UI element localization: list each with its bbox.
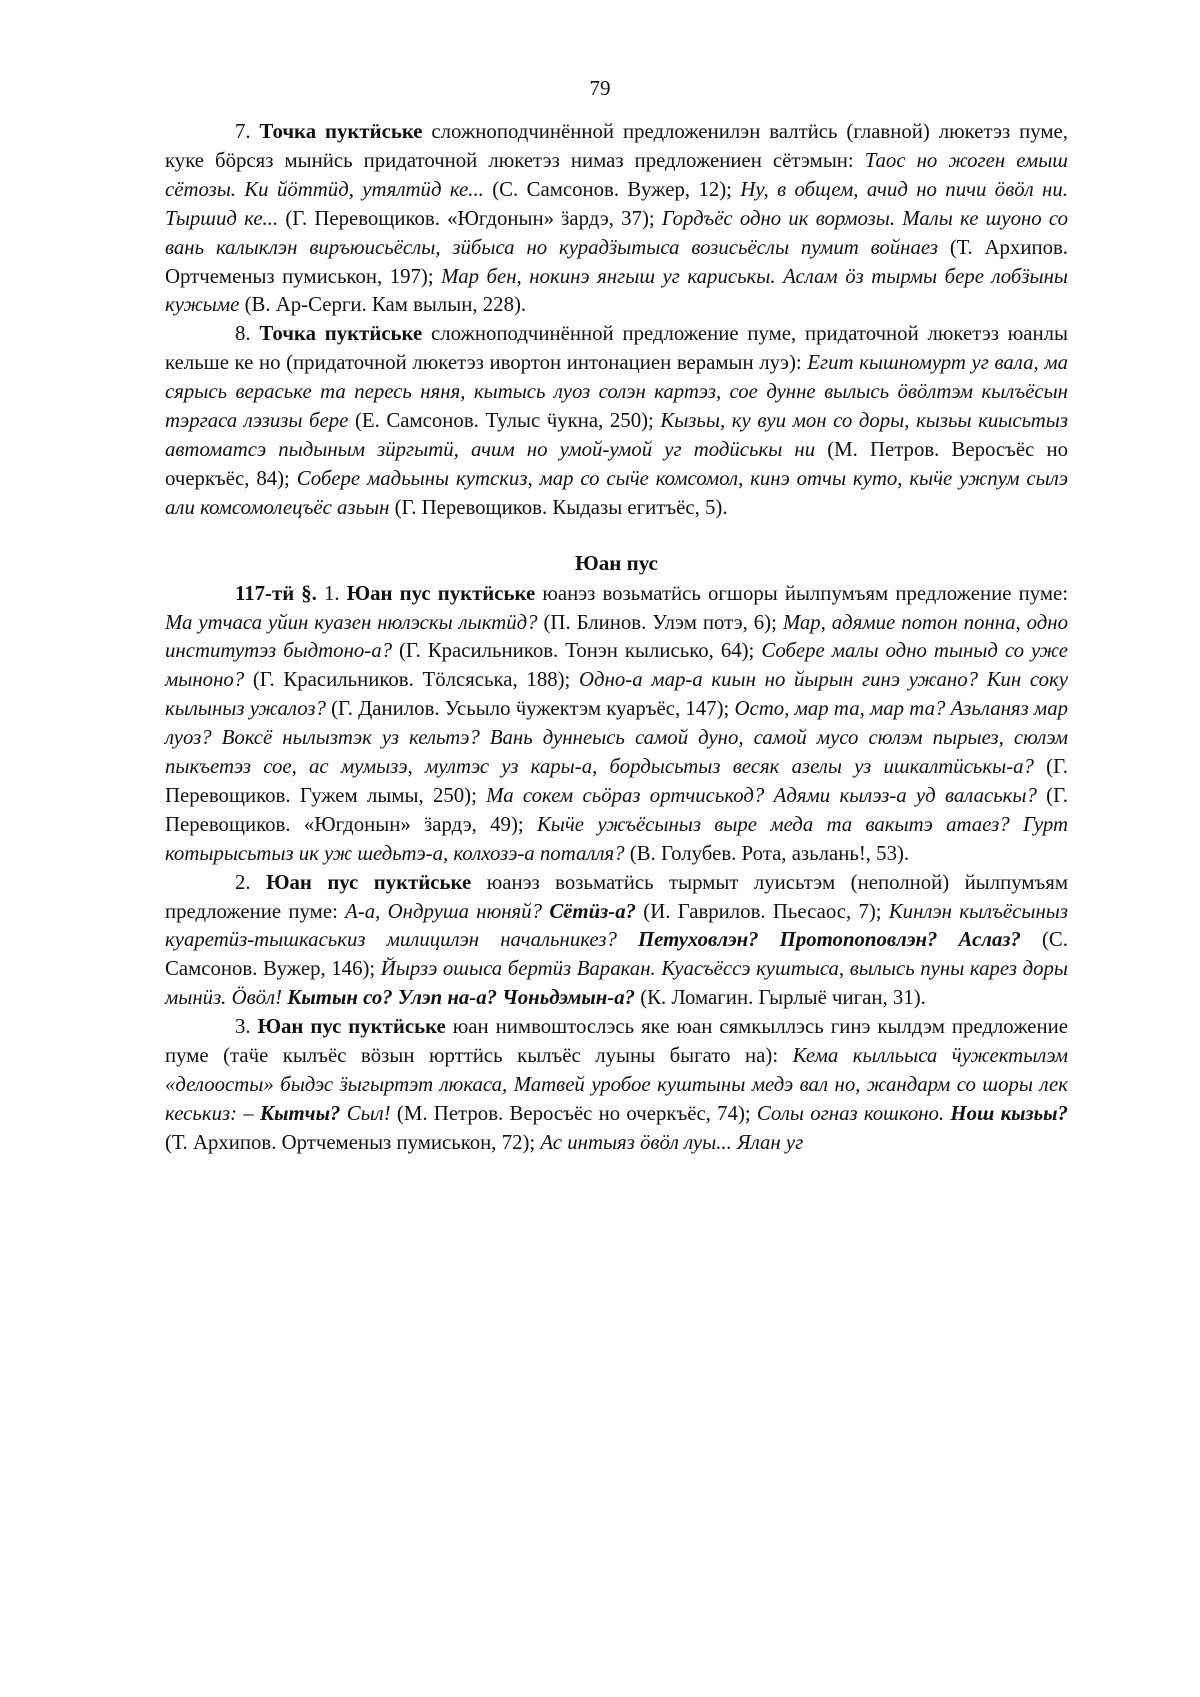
text-run: 117-тӥ §.: [235, 581, 324, 605]
text-run: (Е. Самсонов. Тулыс ӵукна, 250);: [348, 409, 661, 433]
text-run: (К. Ломагин. Гырлыё чиган, 31).: [635, 986, 926, 1010]
text-run: юан нимвоштослэсь яке юан сямкыллэсь гинэ кылдэм предложение пуме (таӵе кылъёс вöзын юрттӥсь кылъёс луыны быгато на):: [165, 1015, 1069, 1068]
text-run: Точка пуктӥське: [259, 120, 423, 143]
text-run: юанэз возьматӥсь тырмыт луисьтэм (неполной) йылпумъям предложение пуме:: [165, 870, 1069, 923]
text-run: 1.: [324, 581, 347, 605]
text-run: 2.: [235, 870, 267, 894]
paragraph-7: [165, 118, 1068, 320]
text-run: 8.: [235, 322, 260, 346]
text-run: Йырзэ ошыса бертӥз Варакан. Куасъёссэ куштыса, вылысь пуны карез доры мынӥз. Öвöл!: [165, 957, 1068, 1010]
text-run: Петуховлэн? Протопоповлэн? Аслаз?: [638, 928, 1021, 952]
page-number: 79: [589, 76, 611, 100]
text-run: (В. Голубев. Рота, азьлань!, 53).: [624, 841, 910, 865]
text-run: Кытын со? Улэп на-а? Чоньдэмын-а?: [287, 986, 636, 1010]
text-run: юанэз возьматӥсь огшоры йылпумъям предложение пуме:: [535, 581, 1068, 605]
text-run: Кытчы?: [259, 1101, 341, 1125]
text-run: Сётӥз-а?: [549, 899, 636, 923]
text-run: Мар, адямие потон понна, одно институтэз быдтоно-а?: [165, 610, 1068, 663]
paragraph-8: [165, 320, 1068, 522]
text-run: (П. Блинов. Улэм потэ, 6);: [537, 610, 783, 634]
text-run: (Т. Архипов. Ортчеменыз пумиськон, 197);: [165, 235, 1068, 288]
text-run: Сыл!: [340, 1101, 391, 1125]
text-run: Кызьы, ку вуи мон со доры, кызьы киысьтыз автоматсэ пыдыным зӥргытӥ, ачим но умой-умой уг тодӥськы ни: [165, 409, 1068, 461]
text-run: Одно-а мар-а киын но йырын гинэ ужано? Кин соку кылыныз ужалоз?: [165, 668, 1068, 721]
text-run: Ма утчаса уйин куазен нюлэскы лыктӥд?: [165, 610, 538, 634]
text-run: Солы огназ кошконо.: [756, 1101, 951, 1125]
text-run: (Г. Перевощиков. «Югдонын» ӟардэ, 37);: [278, 206, 662, 230]
text-run: Мар бен, нокинэ янгыш уг кариськы. Аслам öз тырмы бере лобӟыны кужыме: [165, 264, 1068, 317]
text-run: Ас интыяз öвöл луы... Ялан уг: [540, 1130, 804, 1154]
text-run: Гордъёс одно ик вормозы. Малы ке шуоно со вань калыклэн виръюисьёслы, зӥбыса но курадӟытыса возисьёслы пумит войнаез: [165, 206, 1068, 259]
text-run: Ма сокем сьöраз ортчиськод? Адями кылэз-а уд валаськы?: [486, 783, 1037, 807]
text-run: (Г. Красильников. Тонэн кылисько, 64);: [392, 639, 762, 663]
text-run: сложноподчинённой предложенилэн валтӥсь (главной) люкетэз пуме, куке бöрсяз мынӥсь придаточной люкетэз нимаз предложениен сётэмын:: [165, 120, 1068, 172]
text-run: сложноподчинённой предложение пуме, придаточной люкетэз юанлы кельше ке но (придаточной люкетэз ивортон интонациен верамын луэ):: [165, 322, 1069, 375]
text-run: (Г. Перевощиков. Кыдазы егитъёс, 5).: [389, 495, 728, 519]
text-run: Кыӵе ужъёсыныз выре меда та вакытэ атаез? Гурт котырысьтыз ик уж шедьтэ-а, колхозэ-а поталля?: [165, 812, 1068, 865]
text-run: (Г. Красильников. Тöлсяська, 188);: [244, 668, 580, 692]
text-run: 7.: [235, 120, 260, 143]
text-run: Кема кылльыса ӵужектылэм «делоосты» быдэс ӟыгыртэт люкаса, Матвей уробое куштыны медэ вал но, жандарм со шоры лек кеськиз: –: [165, 1044, 1069, 1125]
text-run: Собере мадьыны кутскиз, мар со сыӵе комсомол, кинэ отчы куто, кыӵе ужпум сылэ али комсомолецъёс азьын: [165, 466, 1068, 519]
text-run: А-а, Ондруша нюняй?: [345, 899, 550, 923]
text-run: (С. Самсонов. Вужер, 146);: [165, 928, 1068, 981]
text-run: (Г. Данилов. Усьыло ӵужектэм куаръёс, 147);: [325, 697, 735, 721]
text-run: Собере малы одно тыныд со уже мыноно?: [165, 639, 1068, 692]
body-text: [165, 118, 1068, 1158]
text-run: Кинлэн кылъёсыныз куаретӥз-тышкаськиз милицилэн начальникез?: [165, 899, 1068, 952]
text-run: Ну, в общем, ачид но пичи öвöл ни. Тыршид ке...: [165, 177, 1068, 230]
text-run: (М. Петров. Веросъёс но очеркъёс, 84);: [165, 437, 1068, 490]
text-run: Осто, мар та, мар та? Азьланяз мар луоз? Воксё нылызтэк уз кельтэ? Вань дуннеысь самой дуно, самой мусо сюлэм пырыез, сюлэм пыкъетэз сое, ас мумызэ, мултэс уз кары-а, бордысьтыз весяк азелы уз ишкалтӥськы-а?: [165, 697, 1069, 779]
text-run: (С. Самсонов. Вужер, 12);: [483, 177, 741, 201]
text-run: Нош кызьы?: [950, 1101, 1068, 1125]
text-run: (Т. Архипов. Ортчеменыз пумиськон, 72);: [165, 1130, 541, 1154]
text-run: Юан пус пуктӥське: [346, 581, 536, 605]
paragraph-117-2: [165, 869, 1068, 1014]
text-run: (Г. Перевощиков. Гужем лымы, 250);: [165, 755, 1068, 807]
text-run: Таос но жоген емыш сётозы. Ки йöттӥд, утялтӥд ке...: [165, 148, 1068, 201]
paragraph-117-3: [165, 1013, 1068, 1158]
text-run: Юан пус пуктӥське: [257, 1015, 446, 1039]
text-run: Егит кышномурт уг вала, ма сярысь вераське та пересь няня, кытысь луоз солэн картэз, сое дунне вылысь öвöлтэм кылъёсын тэргаса лэзизы бере: [165, 351, 1068, 433]
text-run: (М. Петров. Веросъёс но очеркъёс, 74);: [390, 1101, 757, 1125]
text-run: (И. Гаврилов. Пьесаос, 7);: [636, 899, 889, 923]
section-heading: Юан пус: [575, 550, 658, 575]
text-run: 3.: [235, 1015, 258, 1039]
paragraph-117-1: [165, 580, 1068, 869]
text-run: (Г. Перевощиков. «Югдонын» ӟардэ, 49);: [165, 783, 1068, 836]
text-run: (В. Ар-Серги. Кам вылын, 228).: [239, 293, 527, 317]
text-run: Точка пуктӥське: [259, 322, 423, 346]
text-run: Юан пус пуктӥське: [266, 870, 472, 894]
